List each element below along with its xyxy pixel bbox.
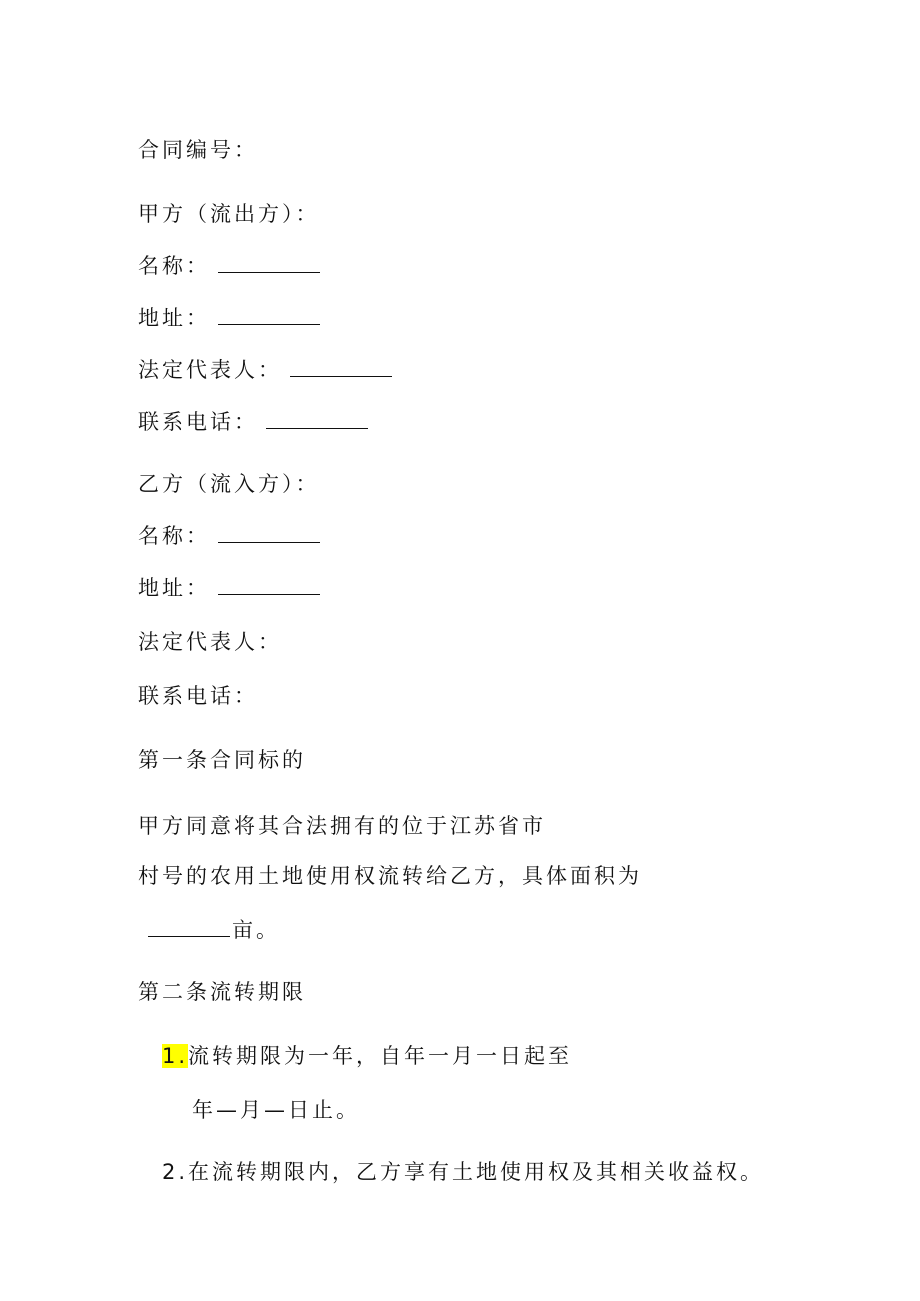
contract-number-label: 合同编号： bbox=[138, 138, 258, 162]
party-a-phone-row bbox=[138, 408, 368, 436]
party-a-address-blank[interactable] bbox=[218, 304, 320, 325]
party-a-address-label: 地址： bbox=[138, 306, 210, 330]
party-b-address-label: 地址： bbox=[138, 576, 210, 600]
party-b-name-row bbox=[138, 522, 320, 550]
party-a-rep-label: 法定代表人： bbox=[138, 358, 282, 382]
party-a-name-row bbox=[138, 252, 320, 280]
article-2-item-1-continued: 年—月—日止。 bbox=[192, 1098, 360, 1122]
party-b-address-blank[interactable] bbox=[218, 574, 320, 595]
party-a-heading: 甲方（流出方）： bbox=[138, 202, 320, 226]
party-b-name-label: 名称： bbox=[138, 524, 210, 548]
area-blank[interactable] bbox=[148, 916, 230, 937]
article-1-title: 第一条合同标的 bbox=[138, 748, 306, 772]
party-a-phone-label: 联系电话： bbox=[138, 410, 258, 434]
party-b-name-blank[interactable] bbox=[218, 522, 320, 543]
party-a-rep-row bbox=[138, 356, 392, 384]
article-1-area-row bbox=[148, 916, 280, 944]
party-a-name-label: 名称： bbox=[138, 254, 210, 278]
party-a-address-row bbox=[138, 304, 320, 332]
party-a-rep-blank[interactable] bbox=[290, 356, 392, 377]
party-b-heading: 乙方（流入方）： bbox=[138, 472, 320, 496]
party-b-phone-label: 联系电话： bbox=[138, 684, 258, 708]
item-1-text: 流转期限为一年，自年一月一日起至 bbox=[188, 1044, 573, 1068]
article-1-line-1: 甲方同意将其合法拥有的位于江苏省市 bbox=[138, 814, 546, 838]
party-a-phone-blank[interactable] bbox=[266, 408, 368, 429]
article-2-item-2: 2.在流转期限内，乙方享有土地使用权及其相关收益权。 bbox=[162, 1160, 765, 1184]
article-1-line-2: 村号的农用土地使用权流转给乙方，具体面积为 bbox=[138, 864, 642, 888]
article-2-title: 第二条流转期限 bbox=[138, 980, 306, 1004]
party-a-name-blank[interactable] bbox=[218, 252, 320, 273]
item-1-number: 1. bbox=[162, 1044, 189, 1068]
party-b-address-row bbox=[138, 574, 320, 602]
article-2-item-1 bbox=[162, 1042, 572, 1070]
party-b-rep-label: 法定代表人： bbox=[138, 630, 282, 654]
area-unit: 亩。 bbox=[232, 918, 280, 942]
